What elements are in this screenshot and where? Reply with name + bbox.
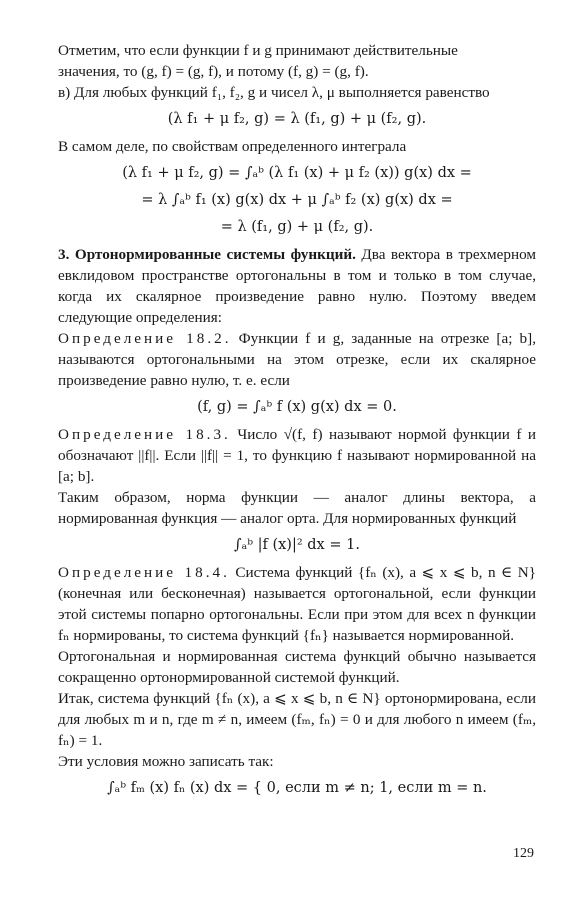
definition-text: Число √(f, f) называют нормой функции f и обозначают ||f||. Если ||f|| = 1, то функцию f называют нормированной на [a; b]. <box>58 426 536 485</box>
equation: ∫ₐᵇ |f (x)|² dx = 1. <box>234 537 360 553</box>
section-text: Два вектора в трехмерном евклидовом пространстве ортогональны в том и только в том случае, когда их скалярное произведение равно нулю. Поэтому введем следующие определения: <box>58 246 536 326</box>
equation: = λ ∫ₐᵇ f₁ (x) g(x) dx + μ ∫ₐᵇ f₂ (x) g(x) dx = <box>141 192 453 208</box>
page-body <box>58 40 536 805</box>
equation: (f, g) = ∫ₐᵇ f (x) g(x) dx = 0. <box>197 399 397 415</box>
section-paragraph <box>58 244 536 328</box>
definition-head: Определение 18.3. <box>58 426 231 443</box>
page-number: 129 <box>513 846 534 861</box>
section-title: 3. Ортонормированные системы функций. <box>58 246 356 263</box>
text-line: Ортогональная и нормированная система функций обычно называется сокращенно ортонормированной системой функций. <box>58 648 536 686</box>
definition-head: Определение 18.4. <box>58 564 230 581</box>
definition-text: Система функций {fₙ (x), a ⩽ x ⩽ b, n ∈ N} (конечная или бесконечная) называется ортогональной, если функции этой системы попарно ортогональны. Если при этом для всех n функции fₙ нормированы, то система функций {fₙ} называется нормированной. <box>58 564 537 644</box>
equation: (λ f₁ + μ f₂, g) = λ (f₁, g) + μ (f₂, g). <box>167 111 427 127</box>
equation: (λ f₁ + μ f₂, g) = ∫ₐᵇ (λ f₁ (x) + μ f₂ (x)) g(x) dx = <box>122 165 472 181</box>
text-line: Итак, система функций {fₙ (x), a ⩽ x ⩽ b, n ∈ N} ортонормирована, если для любых m и n, где m ≠ n, имеем (fₘ, fₙ) = 0 и для любого n имеем (fₘ, fₙ) = 1. <box>58 690 536 749</box>
text-line: В самом деле, по свойствам определенного интеграла <box>58 138 407 155</box>
text-line: Таким образом, норма функции — аналог длины вектора, а нормированная функция — аналог орта. Для нормированных функций <box>58 489 536 527</box>
equation: = λ (f₁, g) + μ (f₂, g). <box>220 219 374 235</box>
definition <box>58 424 536 487</box>
definition <box>58 562 536 646</box>
text-line: Отметим, что если функции f и g принимают действительные <box>58 42 458 59</box>
text-line: в) Для любых функций f₁, f₂, g и чисел λ, μ выполняется равенство <box>58 84 490 101</box>
text-line: Эти условия можно записать так: <box>58 753 274 770</box>
equation: ∫ₐᵇ fₘ (x) fₙ (x) dx = { 0, если m ≠ n; 1, если m = n. <box>107 780 487 796</box>
definition-text: Функции f и g, заданные на отрезке [a; b], называются ортогональными на этом отрезке, если их скалярное произведение равно нулю, т. е. если <box>58 330 537 389</box>
definition-head: Определение 18.2. <box>58 330 232 347</box>
text-line: значения, то (g, f) = (g, f), и потому (f, g) = (g, f). <box>58 63 369 80</box>
definition <box>58 328 536 391</box>
